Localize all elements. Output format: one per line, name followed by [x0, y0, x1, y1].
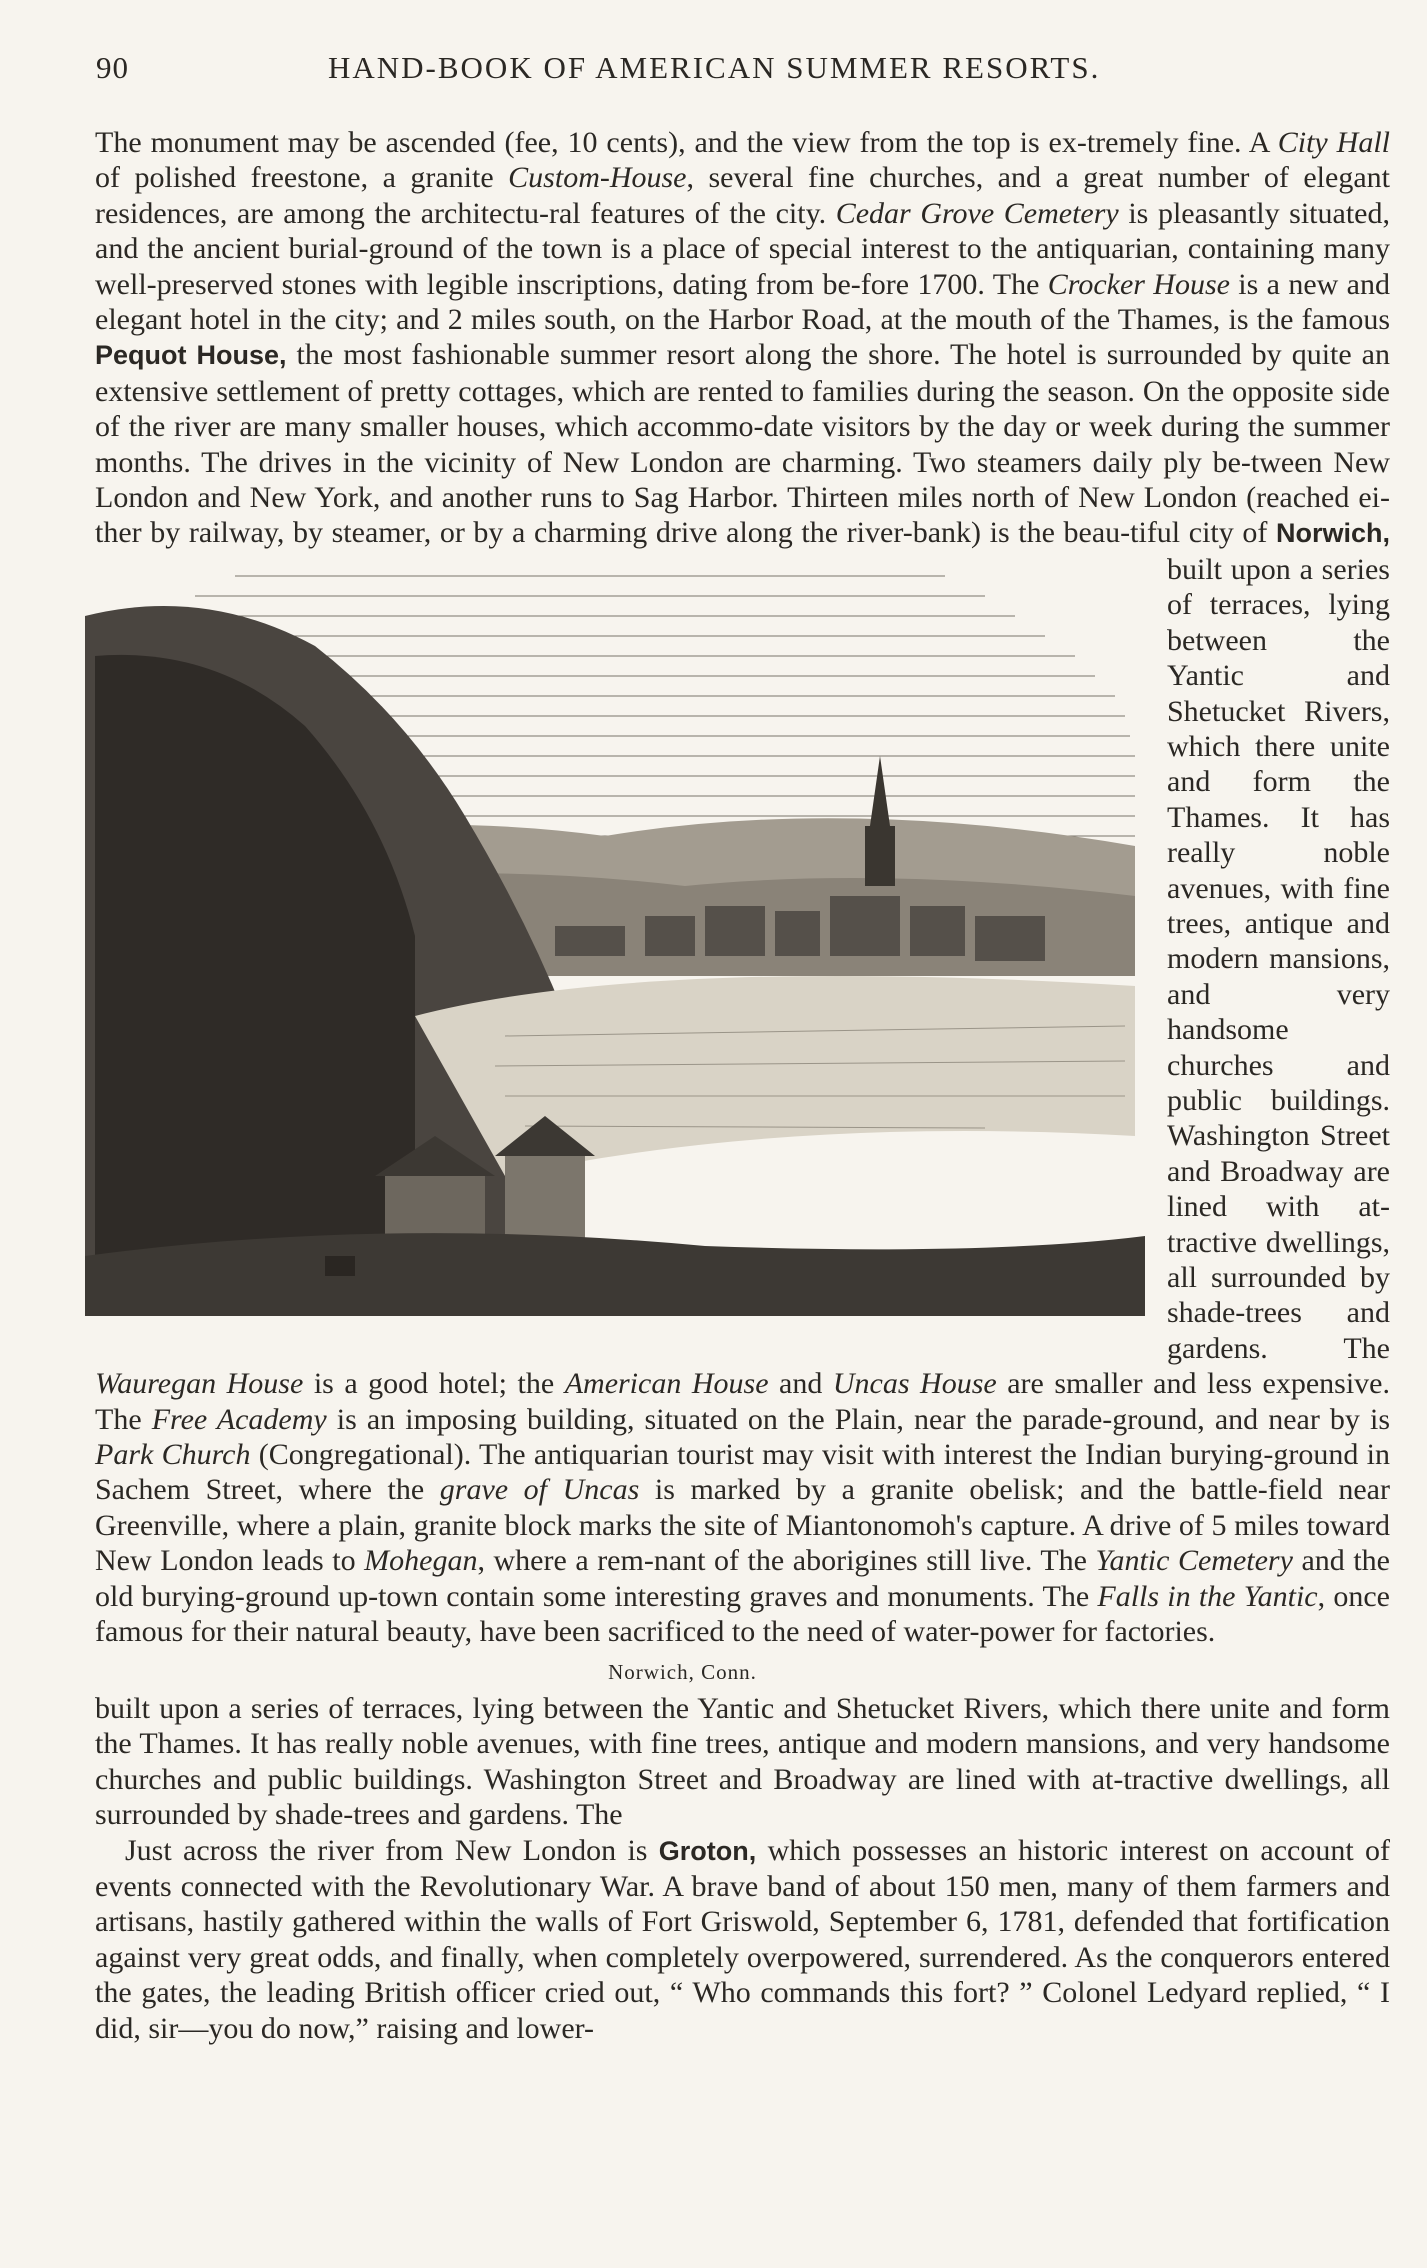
italic-term: Uncas House — [832, 1367, 997, 1401]
place-name: Pequot House, — [95, 340, 287, 371]
italic-term: Free Academy — [151, 1402, 327, 1436]
italic-term: Mohegan — [364, 1544, 478, 1578]
text-run: Just across the river from New London is — [125, 1833, 659, 1867]
text-run: which possesses an historic interest on account of events connected with the Revolutionary War. A brave band of about 150 men, many of them farmers and artisans, hastily gathered within the walls of Fort Griswold, September 6, 1781, defended that fortification against very great odds, and finally, when completely overpowered, surrendered. As the conquerors entered the gates, the leading British officer cried out, “ Who commands this fort? ” Colonel Ledyard replied, “ I did, sir—you do now,” raising and lower- — [95, 1833, 1390, 2045]
paragraph-new-london-norwich — [95, 125, 1390, 1649]
page-header — [96, 50, 1367, 90]
norwich-engraving — [85, 556, 1145, 1346]
text-run: and — [768, 1367, 833, 1401]
italic-term: City Hall — [1277, 126, 1390, 159]
text-run: The monument may be ascended (fee, 10 cents), and the view from the top is ex-tremely fine. A — [95, 126, 1278, 159]
italic-term: Custom-House — [508, 161, 687, 195]
italic-term: grave of Uncas — [439, 1473, 640, 1507]
italic-term: Wauregan House — [95, 1367, 304, 1401]
italic-term: American House — [564, 1367, 769, 1401]
engraving-image — [85, 556, 1145, 1316]
text-run: is pleasantly situated, and the ancient burial-ground of the town is a place of special interest to the antiquarian, containing many well-preserved stones with legible inscriptions, dating from be-fore 1700. The — [95, 196, 1390, 301]
text-run: is marked by a granite obelisk; and the battle-field near Greenville, where a plain, granite block marks the site of Miantonomoh's capture. A drive of 5 miles toward New London leads to — [95, 1473, 1390, 1578]
place-name: Groton, — [658, 1835, 757, 1866]
paragraph-groton — [95, 1833, 1390, 2046]
text-run: , where a rem-nant of the aborigines still live. The — [477, 1544, 1096, 1578]
place-name: Norwich, — [1275, 518, 1390, 549]
text-run: is a new and elegant hotel in the city; and 2 miles south, on the Harbor Road, at the mouth of the Thames, is the famous — [95, 267, 1390, 337]
italic-term: Falls in the Yantic — [1097, 1579, 1318, 1613]
running-head: HAND-BOOK OF AMERICAN SUMMER RESORTS. — [328, 50, 1101, 85]
text-run: and the old burying-ground up-town contain some interesting graves and monuments. The — [95, 1544, 1390, 1613]
text-run: is an imposing building, situated on the Plain, near the parade-ground, and near by is — [326, 1402, 1390, 1436]
text-run: built upon a series of terraces, lying between the Yantic and Shetucket Rivers, which there unite and form the Thames. It has really noble avenues, with fine trees, antique and modern mansions, and very handsome churches and public buildings. Washington Street and Broadway are lined with at-tractive dwellings, all surrounded by shade-trees and gardens. The — [1167, 552, 1390, 1365]
text-run: is a good hotel; the — [303, 1367, 565, 1401]
page-number: 90 — [96, 50, 129, 85]
text-run: of polished freestone, a granite — [95, 161, 509, 195]
body-text — [95, 125, 1390, 2046]
italic-term: Crocker House — [1047, 267, 1230, 301]
italic-term: Yantic Cemetery — [1095, 1544, 1293, 1578]
text-run: , once famous for their natural beauty, have been sacrificed to the need of water-power for factories. — [95, 1579, 1390, 1649]
figure-caption: Norwich, Conn. — [608, 1660, 757, 1685]
text-run: (Congregational). The antiquarian tourist may visit with interest the Indian burying-ground in Sachem Street, where the — [95, 1438, 1391, 1507]
text-run: , several fine churches, and a great number of elegant residences, are among the architectu-ral features of the city. — [95, 161, 1390, 230]
text-run: built upon a series of terraces, lying between the Yantic and Shetucket Rivers, which there unite and form the Thames. It has really noble avenues, with fine trees, antique and modern mansions, and very handsome churches and public buildings. Washington Street and Broadway are lined with at-tractive dwellings, all surrounded by shade-trees and gardens. The — [95, 1691, 1390, 1832]
text-run: are smaller and less expensive. The — [95, 1367, 1390, 1436]
italic-term: Park Church — [95, 1438, 251, 1472]
text-run: the most fashionable summer resort along the shore. The hotel is surrounded by quite an extensive settlement of pretty cottages, which are rented to families during the season. On the opposite side of the river are many smaller houses, which accommo-date visitors by the day or week during the summer months. The drives in the vicinity of New London are charming. Two steamers daily ply be-tween New London and New York, and another runs to Sag Harbor. Thirteen miles north of New London (reached ei-ther by railway, by steamer, or by a charming drive along the river-bank) is the beau-tiful city of — [95, 338, 1390, 550]
italic-term: Cedar Grove Cemetery — [835, 196, 1119, 230]
